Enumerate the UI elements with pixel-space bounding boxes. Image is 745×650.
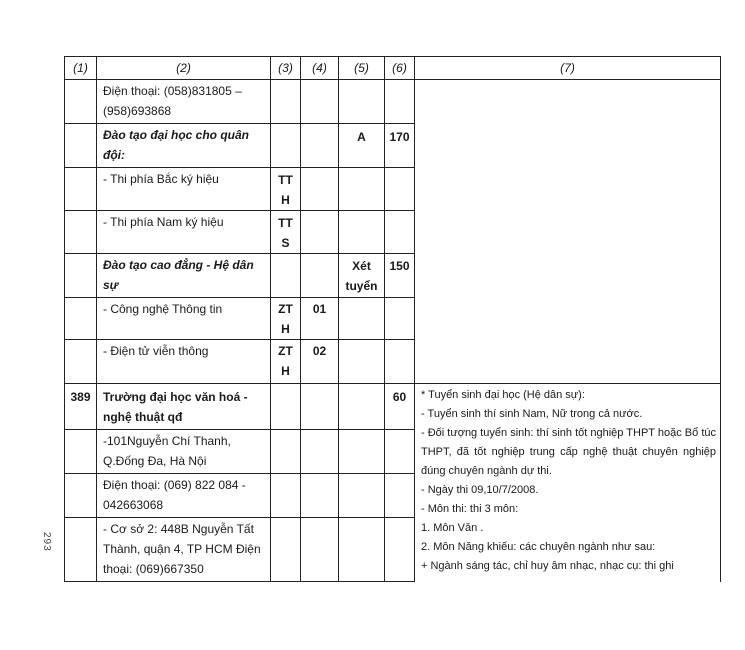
cell-quota bbox=[385, 298, 415, 340]
cell-major-code bbox=[301, 474, 339, 518]
cell-major-code bbox=[301, 124, 339, 168]
quota-value: 150 bbox=[385, 254, 415, 298]
table-row bbox=[65, 80, 721, 124]
note-line: 1. Môn Văn . bbox=[421, 522, 484, 534]
major-code-value: 02 bbox=[301, 340, 339, 384]
major-code-value: 01 bbox=[301, 298, 339, 340]
cell-block bbox=[339, 340, 385, 384]
section-heading: Đào tạo cao đẳng - Hệ dân sự bbox=[97, 254, 271, 298]
block-value: A bbox=[339, 124, 385, 168]
school-phone: Điện thoại: (069) 822 084 - 042663068 bbox=[97, 474, 271, 518]
header-cell: (7) bbox=[415, 57, 721, 80]
cell-symbol bbox=[271, 518, 301, 582]
cell-code bbox=[65, 474, 97, 518]
symbol-value: TTS bbox=[271, 211, 301, 254]
cell-major-code bbox=[301, 430, 339, 474]
cell-code bbox=[65, 254, 97, 298]
cell-symbol bbox=[271, 384, 301, 430]
header-cell: (2) bbox=[97, 57, 271, 80]
note-line: - Môn thi: thi 3 môn: bbox=[421, 503, 519, 515]
cell-code bbox=[65, 80, 97, 124]
cell-code bbox=[65, 430, 97, 474]
cell-symbol bbox=[271, 80, 301, 124]
cell-code bbox=[65, 168, 97, 211]
notes-cell-empty bbox=[415, 80, 721, 384]
cell-block bbox=[339, 384, 385, 430]
cell-block bbox=[339, 80, 385, 124]
header-cell: (4) bbox=[301, 57, 339, 80]
list-item: - Công nghệ Thông tin bbox=[97, 298, 271, 340]
header-cell: (3) bbox=[271, 57, 301, 80]
cell-quota bbox=[385, 80, 415, 124]
cell-major-code bbox=[301, 211, 339, 254]
list-item: - Thi phía Nam ký hiệu bbox=[97, 211, 271, 254]
note-line: 2. Môn Năng khiếu: các chuyên ngành như sau: bbox=[421, 541, 656, 553]
list-item: - Thi phía Bắc ký hiệu bbox=[97, 168, 271, 211]
cell-quota bbox=[385, 474, 415, 518]
quota-value: 60 bbox=[385, 384, 415, 430]
cell-symbol bbox=[271, 254, 301, 298]
cell-major-code bbox=[301, 518, 339, 582]
cell-quota bbox=[385, 168, 415, 211]
admission-notes bbox=[415, 384, 721, 582]
cell-block bbox=[339, 298, 385, 340]
cell-code bbox=[65, 518, 97, 582]
note-line: - Ngày thi 09,10/7/2008. bbox=[421, 484, 539, 496]
school-campus-2: - Cơ sở 2: 448B Nguyễn Tất Thành, quận 4, TP HCM Điện thoại: (069)667350 bbox=[97, 518, 271, 582]
note-line: + Ngành sáng tác, chỉ huy âm nhạc, nhạc cụ: thi ghi bbox=[421, 560, 674, 572]
cell-block bbox=[339, 518, 385, 582]
header-row bbox=[65, 57, 721, 80]
cell-major-code bbox=[301, 80, 339, 124]
cell-quota bbox=[385, 518, 415, 582]
cell-symbol bbox=[271, 474, 301, 518]
cell-block bbox=[339, 430, 385, 474]
cell-quota bbox=[385, 340, 415, 384]
cell-quota bbox=[385, 211, 415, 254]
cell-major-code bbox=[301, 384, 339, 430]
cell-block bbox=[339, 211, 385, 254]
table-row bbox=[65, 384, 721, 430]
symbol-value: TTH bbox=[271, 168, 301, 211]
cell-major-code bbox=[301, 168, 339, 211]
page-number: 293 bbox=[41, 532, 52, 552]
symbol-value: ZTH bbox=[271, 298, 301, 340]
cell-code bbox=[65, 211, 97, 254]
note-line: * Tuyển sinh đại học (Hệ dân sự): bbox=[421, 389, 585, 401]
school-code: 389 bbox=[65, 384, 97, 430]
cell-major-code bbox=[301, 254, 339, 298]
header-cell: (5) bbox=[339, 57, 385, 80]
cell-code bbox=[65, 124, 97, 168]
note-line: - Tuyển sinh thí sinh Nam, Nữ trong cả nước. bbox=[421, 408, 643, 420]
cell-block bbox=[339, 474, 385, 518]
list-item: - Điện tử viễn thông bbox=[97, 340, 271, 384]
symbol-value: ZTH bbox=[271, 340, 301, 384]
phone-cell: Điện thoại: (058)831805 – (958)693868 bbox=[97, 80, 271, 124]
note-line: - Đối tượng tuyển sinh: thí sinh tốt nghiệp THPT hoặc Bổ túc THPT, đã tốt nghiệp trung cấp nghệ thuật chuyên nghiệp đúng chuyên ngành dự thi. bbox=[421, 427, 716, 477]
cell-symbol bbox=[271, 124, 301, 168]
header-cell: (1) bbox=[65, 57, 97, 80]
block-value: Xét tuyển bbox=[339, 254, 385, 298]
school-address: -101Nguyễn Chí Thanh, Q.Đống Đa, Hà Nội bbox=[97, 430, 271, 474]
section-heading: Đào tạo đại học cho quân đội: bbox=[97, 124, 271, 168]
cell-quota bbox=[385, 430, 415, 474]
quota-value: 170 bbox=[385, 124, 415, 168]
cell-symbol bbox=[271, 430, 301, 474]
cell-code bbox=[65, 340, 97, 384]
school-name: Trường đại học văn hoá - nghệ thuật qđ bbox=[97, 384, 271, 430]
admissions-table bbox=[64, 56, 721, 582]
cell-block bbox=[339, 168, 385, 211]
cell-code bbox=[65, 298, 97, 340]
header-cell: (6) bbox=[385, 57, 415, 80]
